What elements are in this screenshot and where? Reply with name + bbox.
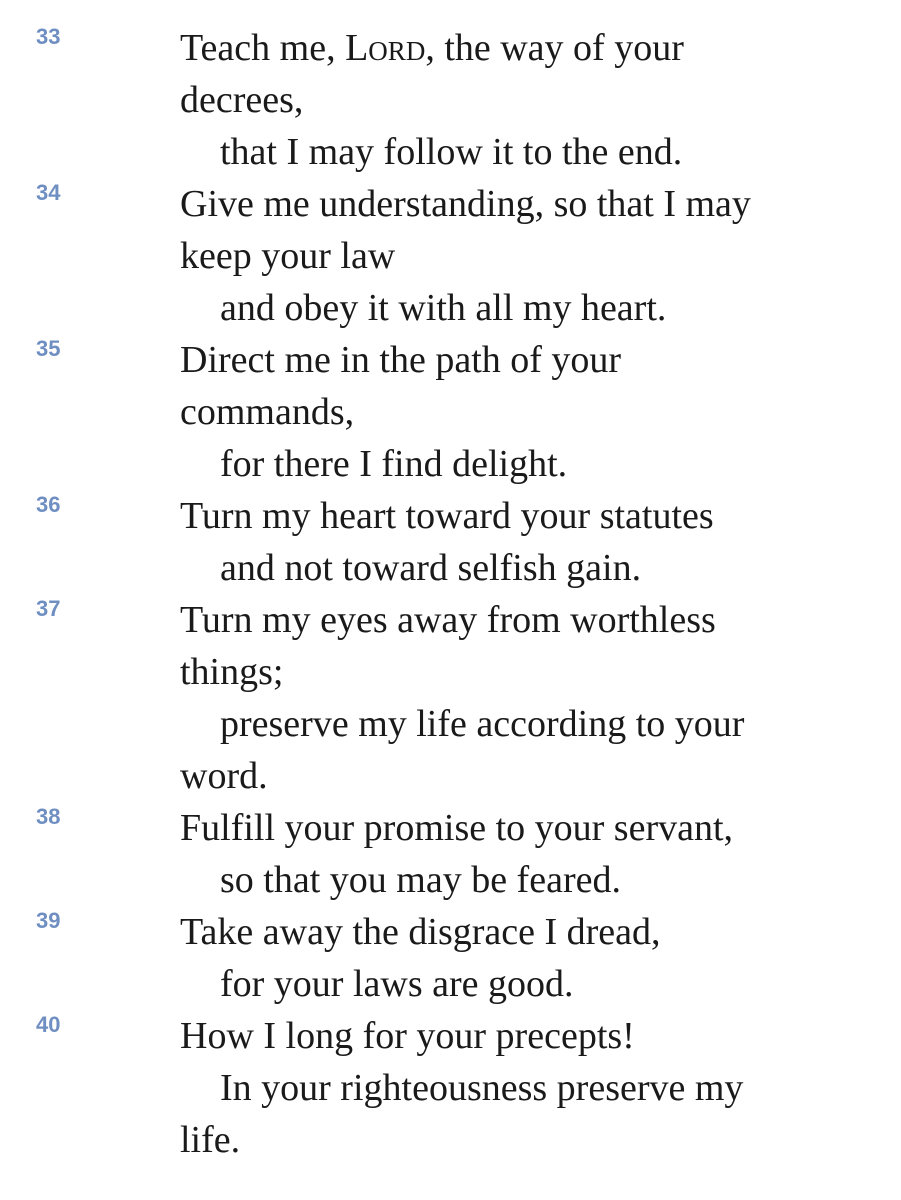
- verse-33: [0, 22, 901, 178]
- verse-line: that I may follow it to the end.: [220, 131, 683, 173]
- verse-line: preserve my life according to your: [220, 703, 745, 745]
- verse-number: 33: [36, 24, 61, 49]
- verse-number: 34: [36, 180, 61, 205]
- verse-line: and obey it with all my heart.: [220, 287, 667, 329]
- verse-number: 35: [36, 336, 61, 361]
- verse-number: 36: [36, 492, 61, 517]
- verse-36: [0, 490, 901, 594]
- verse-number: 37: [36, 596, 61, 621]
- verse-line: Turn my heart toward your statutes: [180, 495, 714, 537]
- verse-line: Turn my eyes away from worthless: [180, 599, 716, 641]
- verse-line: keep your law: [180, 235, 396, 277]
- divine-name: Lord: [345, 27, 426, 69]
- verse-line: [0, 22, 901, 74]
- verse-line: word.: [180, 755, 268, 797]
- verse-line: and not toward selfish gain.: [220, 547, 642, 589]
- verse-line: life.: [180, 1119, 241, 1161]
- verse-34: [0, 178, 901, 334]
- verse-number: 39: [36, 908, 61, 933]
- verse-35: [0, 334, 901, 490]
- verse-line: Direct me in the path of your: [180, 339, 622, 381]
- verse-39: [0, 906, 901, 1010]
- verse-line: for there I find delight.: [220, 443, 568, 485]
- verse-number: 40: [36, 1012, 61, 1037]
- verse-line: How I long for your precepts!: [180, 1015, 635, 1057]
- verse-line: Take away the disgrace I dread,: [180, 911, 661, 953]
- verse-text: Teach me,: [180, 27, 346, 69]
- verse-line: for your laws are good.: [220, 963, 574, 1005]
- verse-number: 38: [36, 804, 61, 829]
- verse-line: decrees,: [180, 79, 304, 121]
- verse-line: Give me understanding, so that I may: [180, 183, 751, 225]
- verse-line: commands,: [180, 391, 355, 433]
- verse-text: , the way of your: [425, 27, 684, 69]
- verse-37: [0, 594, 901, 802]
- verse-line: so that you may be feared.: [220, 859, 621, 901]
- verse-line: In your righteousness preserve my: [220, 1067, 744, 1109]
- verse-38: [0, 802, 901, 906]
- verse-line: things;: [180, 651, 284, 693]
- verse-40: [0, 1010, 901, 1166]
- verse-line: Fulfill your promise to your servant,: [180, 807, 734, 849]
